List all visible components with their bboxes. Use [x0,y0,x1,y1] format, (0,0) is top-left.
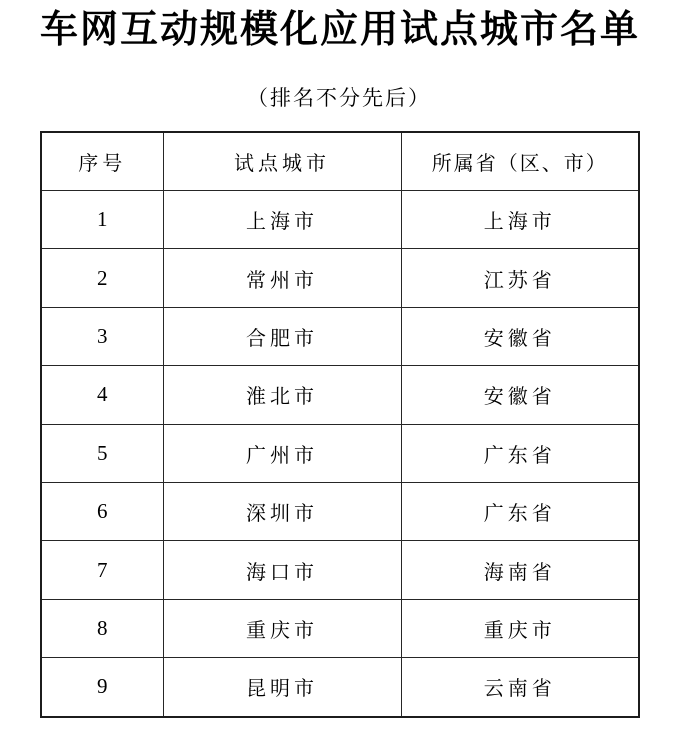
cell-index: 5 [41,424,163,482]
cell-index: 2 [41,249,163,307]
document-page [40,0,641,718]
table-row [41,424,639,482]
table-header-row [41,132,639,191]
cell-province: 上海市 [401,191,639,249]
table-row [41,599,639,657]
column-header-city: 试点城市 [163,132,401,191]
cell-city: 广州市 [163,424,401,482]
cell-city: 重庆市 [163,599,401,657]
cell-province: 广东省 [401,483,639,541]
table-row [41,366,639,424]
table-row [41,658,639,717]
cell-index: 7 [41,541,163,599]
cell-city: 合肥市 [163,307,401,365]
cell-index: 3 [41,307,163,365]
table-row [41,307,639,365]
cell-index: 6 [41,483,163,541]
table-row [41,483,639,541]
column-header-index: 序号 [41,132,163,191]
cell-index: 9 [41,658,163,717]
cell-city: 上海市 [163,191,401,249]
cell-province: 广东省 [401,424,639,482]
cell-city: 昆明市 [163,658,401,717]
cell-city: 深圳市 [163,483,401,541]
cell-province: 安徽省 [401,366,639,424]
cell-index: 4 [41,366,163,424]
table-row [41,249,639,307]
table-row [41,191,639,249]
cell-province: 海南省 [401,541,639,599]
cell-province: 云南省 [401,658,639,717]
cell-city: 常州市 [163,249,401,307]
cell-city: 淮北市 [163,366,401,424]
page-subtitle: （排名不分先后） [247,85,431,110]
table-row [41,541,639,599]
cell-province: 安徽省 [401,307,639,365]
cell-city: 海口市 [163,541,401,599]
cell-province: 江苏省 [401,249,639,307]
cell-index: 8 [41,599,163,657]
page-title: 车网互动规模化应用试点城市名单 [40,9,641,51]
cell-province: 重庆市 [401,599,639,657]
cell-index: 1 [41,191,163,249]
column-header-province: 所属省（区、市） [401,132,639,191]
pilot-city-table [40,131,640,718]
